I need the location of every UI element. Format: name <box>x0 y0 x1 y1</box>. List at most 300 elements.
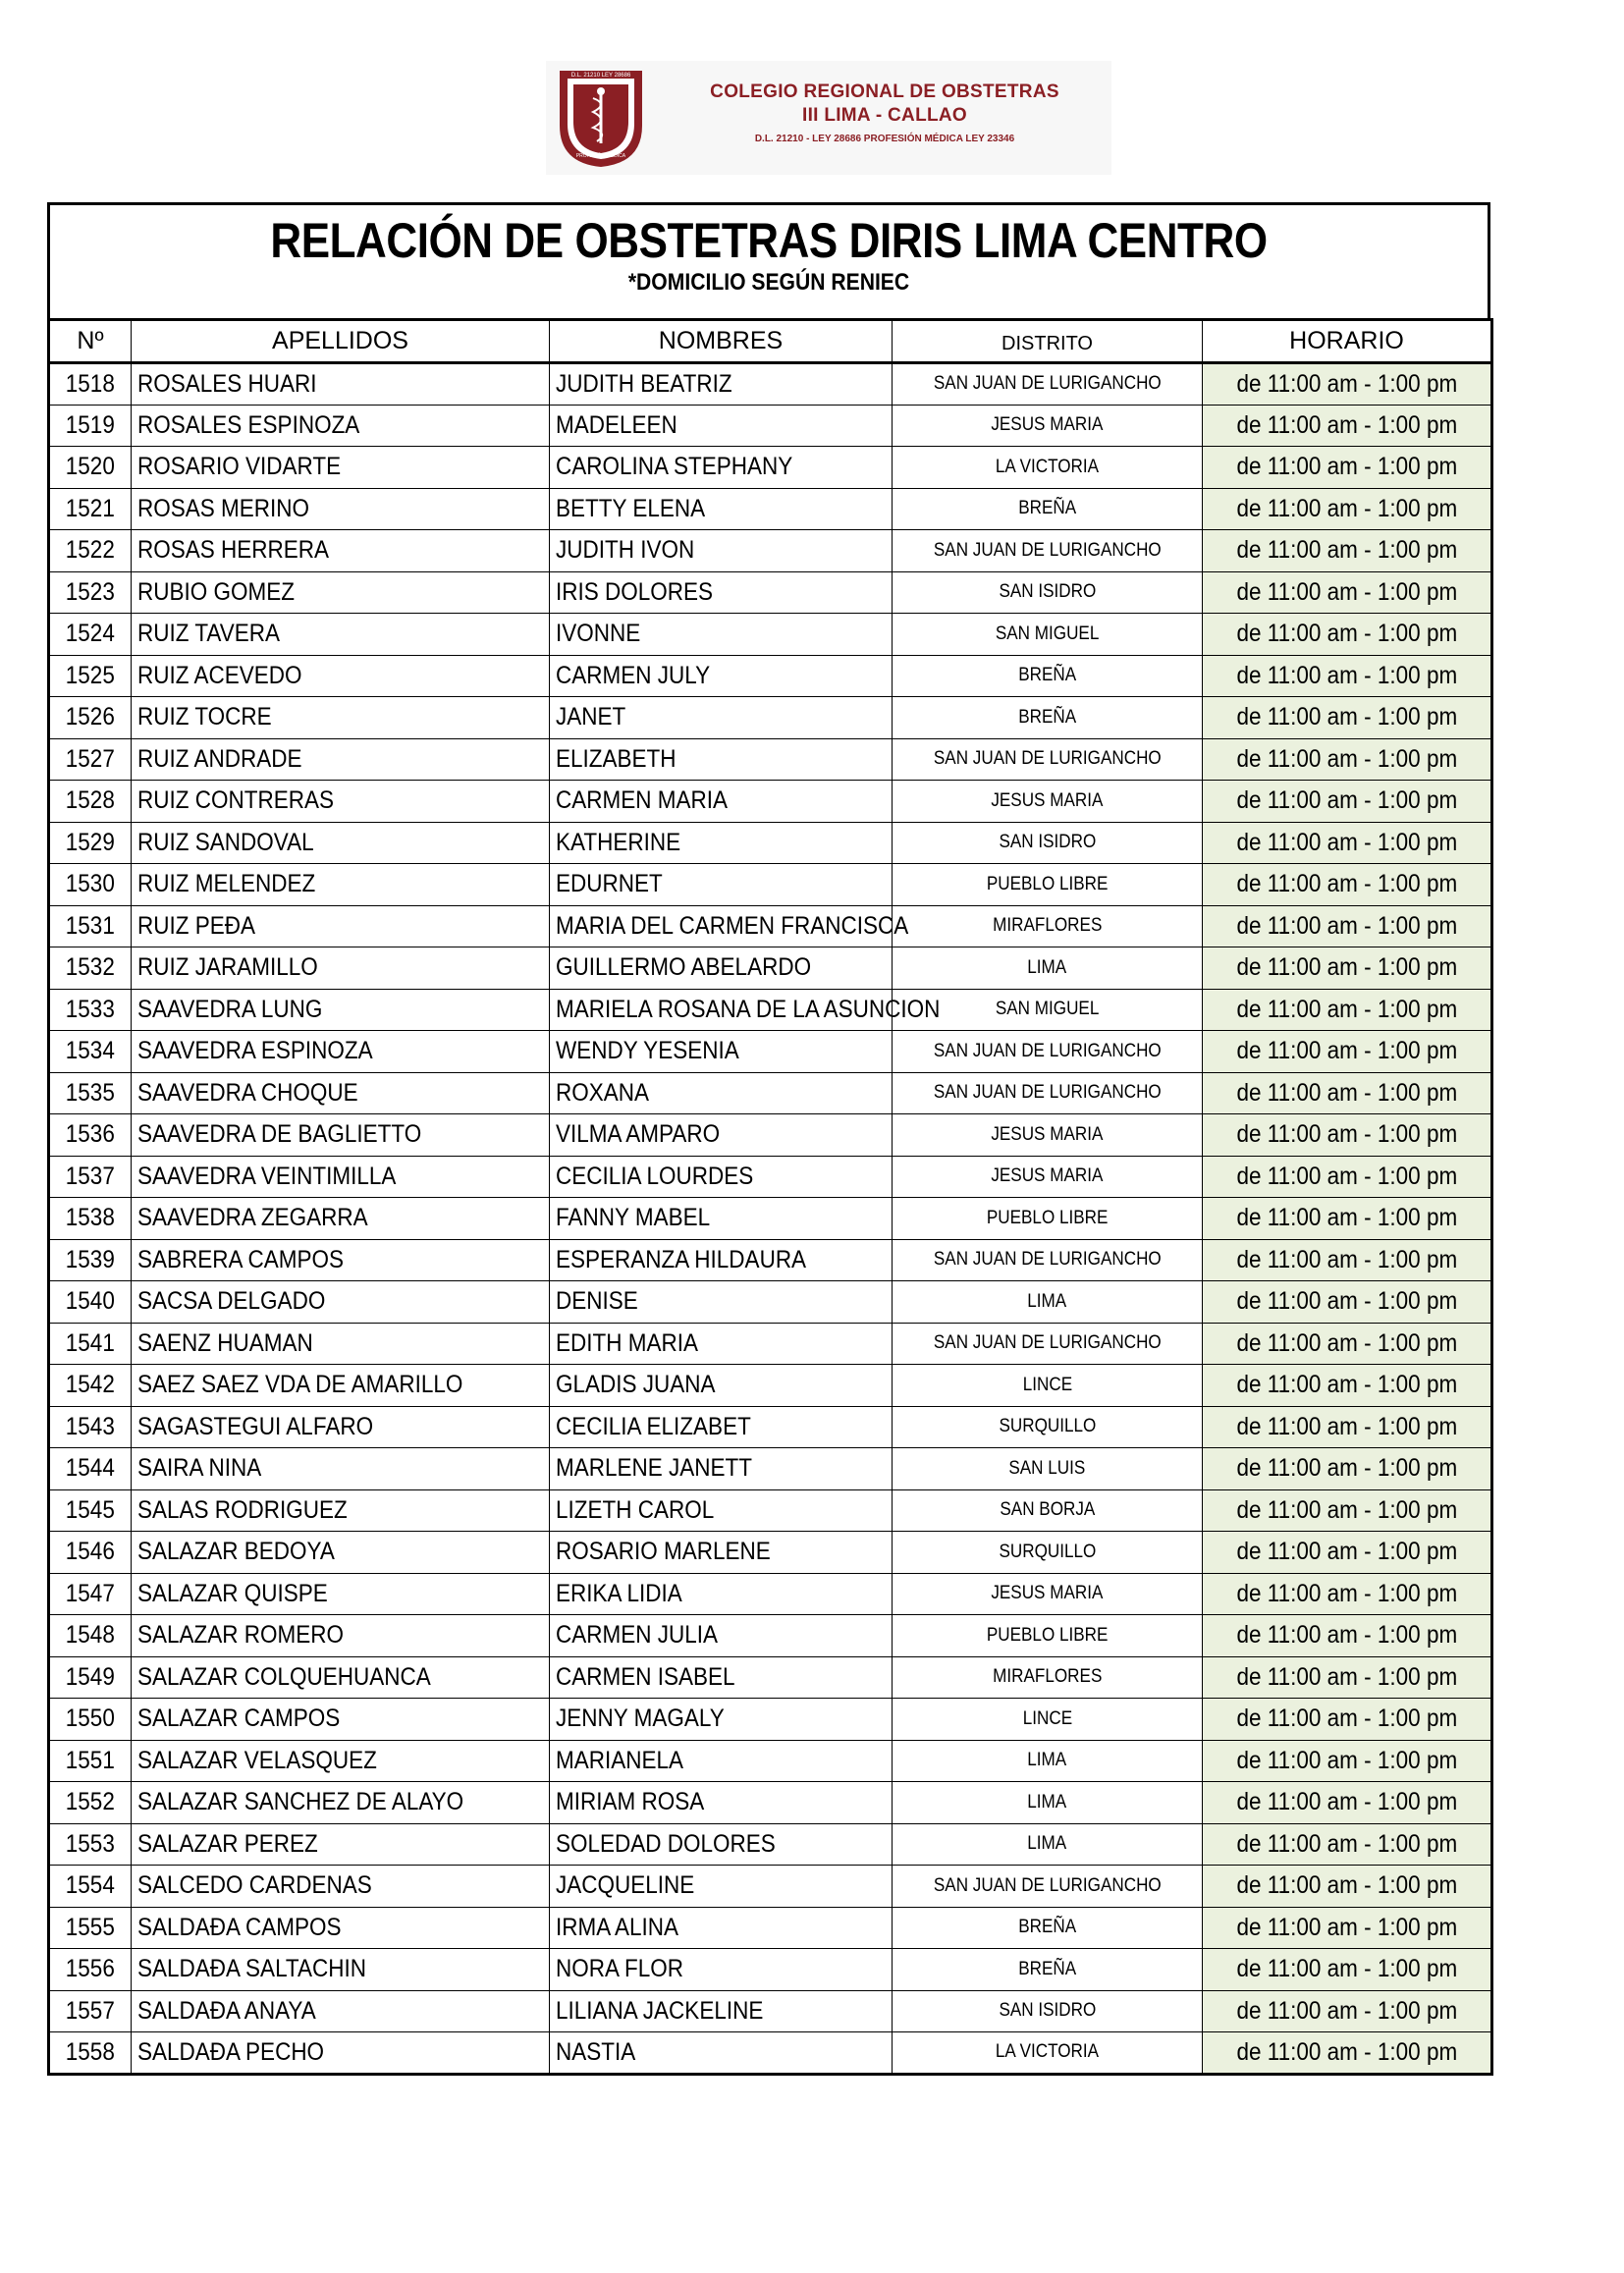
cell-apellidos <box>132 614 550 656</box>
cell-horario <box>1203 989 1492 1031</box>
cell-horario <box>1203 447 1492 489</box>
cell-apellidos <box>132 571 550 614</box>
cell-distrito-text: SAN MIGUEL <box>995 999 1100 1020</box>
cell-distrito <box>893 1365 1203 1407</box>
cell-distrito-text: SAN MIGUEL <box>995 622 1100 644</box>
cell-nombres-text: JUDITH IVON <box>556 536 695 565</box>
cell-distrito-text: SAN ISIDRO <box>999 832 1096 853</box>
cell-num-text: 1555 <box>65 1913 116 1941</box>
cell-num-text: 1544 <box>65 1454 116 1483</box>
cell-horario <box>1203 1949 1492 1991</box>
organization-law-line: D.L. 21210 - LEY 28686 PROFESIÓN MÉDICA LEY 23346 <box>754 134 1015 144</box>
cell-nombres-text: CAROLINA STEPHANY <box>556 453 793 481</box>
cell-apellidos <box>132 1782 550 1824</box>
cell-apellidos-text: SAAVEDRA ESPINOZA <box>137 1037 373 1065</box>
cell-nombres-text: ESPERANZA HILDAURA <box>556 1245 807 1273</box>
cell-nombres <box>550 822 893 864</box>
cell-num-text: 1521 <box>65 494 116 522</box>
cell-apellidos-text: RUIZ TAVERA <box>137 620 281 648</box>
cell-nombres-text: MARLENE JANETT <box>556 1454 753 1483</box>
cell-distrito <box>893 530 1203 572</box>
cell-num <box>49 571 132 614</box>
cell-horario <box>1203 1866 1492 1908</box>
cell-horario <box>1203 738 1492 781</box>
cell-nombres-text: BETTY ELENA <box>556 494 706 522</box>
cell-num <box>49 614 132 656</box>
cell-apellidos <box>132 1072 550 1114</box>
cell-distrito <box>893 1907 1203 1949</box>
cell-apellidos <box>132 1448 550 1490</box>
cell-nombres-text: FANNY MABEL <box>556 1204 711 1232</box>
cell-distrito <box>893 1031 1203 1073</box>
cell-horario-text: de 11:00 am - 1:00 pm <box>1236 1705 1457 1733</box>
cell-horario <box>1203 2032 1492 2075</box>
cell-apellidos-text: SALAZAR SANCHEZ DE ALAYO <box>137 1788 464 1816</box>
cell-apellidos <box>132 2032 550 2075</box>
cell-apellidos-text: SALCEDO CARDENAS <box>137 1871 372 1900</box>
cell-distrito-text: LIMA <box>1027 1750 1067 1771</box>
cell-nombres <box>550 1365 893 1407</box>
table-row <box>49 1949 1492 1991</box>
cell-distrito <box>893 363 1203 406</box>
cell-horario-text: de 11:00 am - 1:00 pm <box>1236 1245 1457 1273</box>
header-num: Nº <box>49 320 132 363</box>
cell-apellidos-text: RUIZ MELENDEZ <box>137 870 316 898</box>
cell-distrito-text: BREÑA <box>1018 1958 1076 1979</box>
cell-horario <box>1203 1198 1492 1240</box>
cell-nombres <box>550 1782 893 1824</box>
table-row <box>49 947 1492 990</box>
cell-apellidos <box>132 363 550 406</box>
cell-nombres <box>550 905 909 947</box>
cell-num <box>49 738 132 781</box>
cell-distrito <box>893 905 1203 947</box>
cell-horario-text: de 11:00 am - 1:00 pm <box>1236 1371 1457 1399</box>
table-row <box>49 1114 1492 1157</box>
cell-apellidos <box>132 947 550 990</box>
cell-nombres <box>550 363 893 406</box>
cell-distrito <box>893 1198 1203 1240</box>
cell-apellidos <box>132 781 550 823</box>
cell-distrito <box>893 1782 1203 1824</box>
cell-horario <box>1203 614 1492 656</box>
cell-num <box>49 1156 132 1198</box>
cell-horario-text: de 11:00 am - 1:00 pm <box>1236 1788 1457 1816</box>
cell-distrito <box>893 697 1203 739</box>
cell-distrito <box>893 405 1203 447</box>
cell-distrito <box>893 1573 1203 1615</box>
header-distrito: DISTRITO <box>893 320 1203 363</box>
table-row <box>49 488 1492 530</box>
svg-text:LEY 23346: LEY 23346 <box>588 160 614 166</box>
cell-nombres <box>550 697 893 739</box>
cell-nombres-text: MARIANELA <box>556 1746 684 1774</box>
table-row <box>49 447 1492 489</box>
obstetras-list-sheet <box>47 202 1490 2076</box>
cell-distrito <box>893 1281 1203 1324</box>
cell-apellidos <box>132 1239 550 1281</box>
cell-apellidos-text: SACSA DELGADO <box>137 1287 326 1316</box>
cell-apellidos-text: SAENZ HUAMAN <box>137 1328 313 1357</box>
cell-apellidos <box>132 405 550 447</box>
cell-num-text: 1541 <box>65 1328 116 1357</box>
cell-apellidos-text: SALDAĐA CAMPOS <box>137 1913 342 1941</box>
table-row <box>49 1198 1492 1240</box>
table-row <box>49 1323 1492 1365</box>
cell-nombres <box>550 1031 893 1073</box>
cell-apellidos <box>132 1198 550 1240</box>
cell-nombres-text: KATHERINE <box>556 828 681 856</box>
cell-distrito <box>893 655 1203 697</box>
cell-distrito <box>893 1866 1203 1908</box>
cell-nombres <box>550 488 893 530</box>
cell-distrito <box>893 1406 1203 1448</box>
cell-nombres <box>550 530 893 572</box>
table-header-row <box>49 320 1492 363</box>
table-row <box>49 1532 1492 1574</box>
cell-apellidos-text: ROSALES ESPINOZA <box>137 410 360 439</box>
cell-nombres-text: JANET <box>556 703 626 731</box>
cell-num <box>49 1949 132 1991</box>
cell-horario-text: de 11:00 am - 1:00 pm <box>1236 995 1457 1023</box>
cell-horario-text: de 11:00 am - 1:00 pm <box>1236 661 1457 689</box>
cell-horario-text: de 11:00 am - 1:00 pm <box>1236 744 1457 773</box>
cell-distrito <box>893 2032 1203 2075</box>
table-row <box>49 1239 1492 1281</box>
table-row <box>49 363 1492 406</box>
cell-distrito <box>893 1949 1203 1991</box>
table-row <box>49 1448 1492 1490</box>
cell-distrito-text: SAN ISIDRO <box>999 581 1096 603</box>
cell-distrito <box>893 822 1203 864</box>
cell-num <box>49 488 132 530</box>
cell-nombres-text: JACQUELINE <box>556 1871 695 1900</box>
cell-apellidos <box>132 697 550 739</box>
cell-apellidos-text: ROSARIO VIDARTE <box>137 453 342 481</box>
cell-apellidos-text: RUIZ TOCRE <box>137 703 272 731</box>
cell-nombres <box>550 1573 893 1615</box>
cell-distrito-text: SAN JUAN DE LURIGANCHO <box>933 1082 1162 1104</box>
cell-horario <box>1203 488 1492 530</box>
cell-nombres-text: CECILIA ELIZABET <box>556 1412 751 1440</box>
cell-distrito-text: BREÑA <box>1018 1917 1076 1938</box>
cell-horario-text: de 11:00 am - 1:00 pm <box>1236 577 1457 606</box>
cell-horario-text: de 11:00 am - 1:00 pm <box>1236 786 1457 815</box>
cell-num <box>49 1907 132 1949</box>
cell-apellidos-text: SALAZAR CAMPOS <box>137 1705 341 1733</box>
cell-horario <box>1203 1365 1492 1407</box>
cell-distrito <box>893 447 1203 489</box>
cell-num <box>49 1699 132 1741</box>
cell-nombres-text: IRMA ALINA <box>556 1913 679 1941</box>
cell-distrito-text: SURQUILLO <box>999 1416 1096 1437</box>
cell-distrito-text: BREÑA <box>1018 665 1076 686</box>
cell-distrito-text: SAN JUAN DE LURIGANCHO <box>933 1332 1162 1354</box>
cell-nombres <box>550 864 893 906</box>
cell-num-text: 1533 <box>65 995 116 1023</box>
cell-apellidos-text: SAAVEDRA LUNG <box>137 995 323 1023</box>
cell-horario <box>1203 1489 1492 1532</box>
cell-horario <box>1203 1532 1492 1574</box>
cell-nombres-text: LIZETH CAROL <box>556 1495 715 1524</box>
cell-apellidos-text: ROSAS MERINO <box>137 494 310 522</box>
cell-nombres <box>550 1740 893 1782</box>
table-row <box>49 697 1492 739</box>
cell-num-text: 1539 <box>65 1245 116 1273</box>
organization-name-line2: III LIMA - CALLAO <box>802 105 967 126</box>
cell-horario <box>1203 1072 1492 1114</box>
cell-apellidos-text: RUIZ SANDOVAL <box>137 828 314 856</box>
cell-num-text: 1532 <box>65 953 116 982</box>
cell-horario <box>1203 1615 1492 1657</box>
cell-horario-text: de 11:00 am - 1:00 pm <box>1236 911 1457 940</box>
cell-distrito-text: PUEBLO LIBRE <box>986 1207 1109 1228</box>
cell-num-text: 1527 <box>65 744 116 773</box>
cell-num-text: 1558 <box>65 2037 116 2066</box>
cell-num-text: 1542 <box>65 1371 116 1399</box>
cell-nombres-text: GLADIS JUANA <box>556 1371 716 1399</box>
cell-distrito-text: SAN JUAN DE LURIGANCHO <box>933 1874 1162 1896</box>
cell-distrito-text: LA VICTORIA <box>995 456 1100 477</box>
cell-nombres <box>550 1532 893 1574</box>
cell-num <box>49 1656 132 1699</box>
cell-nombres-text: CARMEN JULIA <box>556 1621 719 1650</box>
cell-distrito-text: LIMA <box>1027 956 1067 978</box>
cell-num <box>49 1532 132 1574</box>
header-horario: HORARIO <box>1203 320 1492 363</box>
cell-apellidos <box>132 1949 550 1991</box>
cell-horario <box>1203 947 1492 990</box>
cell-horario-text: de 11:00 am - 1:00 pm <box>1236 453 1457 481</box>
cell-apellidos <box>132 905 550 947</box>
cell-apellidos <box>132 1615 550 1657</box>
cell-distrito-text: SAN JUAN DE LURIGANCHO <box>933 373 1162 395</box>
table-row <box>49 655 1492 697</box>
cell-apellidos-text: RUIZ ANDRADE <box>137 744 302 773</box>
cell-distrito-text: JESUS MARIA <box>991 414 1104 436</box>
cell-apellidos-text: ROSALES HUARI <box>137 369 317 398</box>
cell-apellidos-text: SABRERA CAMPOS <box>137 1245 345 1273</box>
cell-nombres <box>550 1281 893 1324</box>
cell-horario-text: de 11:00 am - 1:00 pm <box>1236 1871 1457 1900</box>
cell-num-text: 1543 <box>65 1412 116 1440</box>
cell-horario-text: de 11:00 am - 1:00 pm <box>1236 1621 1457 1650</box>
cell-nombres-text: SOLEDAD DOLORES <box>556 1829 776 1858</box>
cell-num <box>49 905 132 947</box>
table-row <box>49 405 1492 447</box>
table-row <box>49 1699 1492 1741</box>
cell-num-text: 1540 <box>65 1287 116 1316</box>
cell-distrito <box>893 1489 1203 1532</box>
cell-nombres <box>550 947 893 990</box>
cell-horario-text: de 11:00 am - 1:00 pm <box>1236 536 1457 565</box>
cell-apellidos <box>132 1907 550 1949</box>
cell-num <box>49 1740 132 1782</box>
cell-horario-text: de 11:00 am - 1:00 pm <box>1236 1412 1457 1440</box>
cell-nombres-text: CECILIA LOURDES <box>556 1162 754 1190</box>
cell-apellidos-text: SALAZAR QUISPE <box>137 1579 328 1607</box>
cell-nombres-text: JUDITH BEATRIZ <box>556 369 732 398</box>
cell-horario <box>1203 1239 1492 1281</box>
cell-horario-text: de 11:00 am - 1:00 pm <box>1236 870 1457 898</box>
cell-apellidos <box>132 989 550 1031</box>
table-row <box>49 864 1492 906</box>
cell-horario-text: de 11:00 am - 1:00 pm <box>1236 1829 1457 1858</box>
cell-num-text: 1518 <box>65 369 116 398</box>
cell-num <box>49 864 132 906</box>
cell-nombres <box>550 447 893 489</box>
cell-apellidos <box>132 864 550 906</box>
table-row <box>49 1406 1492 1448</box>
cell-num-text: 1531 <box>65 911 116 940</box>
cell-distrito <box>893 864 1203 906</box>
organization-name-line1: COLEGIO REGIONAL DE OBSTETRAS <box>710 81 1059 102</box>
cell-apellidos <box>132 1656 550 1699</box>
cell-num-text: 1520 <box>65 453 116 481</box>
cell-horario <box>1203 1406 1492 1448</box>
cell-num <box>49 1573 132 1615</box>
cell-num-text: 1553 <box>65 1829 116 1858</box>
table-title-block <box>47 202 1490 318</box>
cell-distrito-text: PUEBLO LIBRE <box>986 1624 1109 1646</box>
cell-horario-text: de 11:00 am - 1:00 pm <box>1236 1328 1457 1357</box>
cell-num <box>49 697 132 739</box>
cell-num-text: 1550 <box>65 1705 116 1733</box>
cell-nombres <box>550 738 893 781</box>
cell-distrito <box>893 1323 1203 1365</box>
cell-horario-text: de 11:00 am - 1:00 pm <box>1236 1037 1457 1065</box>
cell-num <box>49 530 132 572</box>
cell-nombres-text: IVONNE <box>556 620 641 648</box>
cell-horario-text: de 11:00 am - 1:00 pm <box>1236 1495 1457 1524</box>
cell-num-text: 1537 <box>65 1162 116 1190</box>
cell-nombres-text: CARMEN MARIA <box>556 786 729 815</box>
cell-num-text: 1538 <box>65 1204 116 1232</box>
cell-horario <box>1203 1573 1492 1615</box>
table-row <box>49 2032 1492 2075</box>
cell-distrito <box>893 1615 1203 1657</box>
cell-num-text: 1529 <box>65 828 116 856</box>
cell-nombres <box>550 781 893 823</box>
cell-nombres <box>550 989 941 1031</box>
cell-apellidos <box>132 655 550 697</box>
cell-num-text: 1525 <box>65 661 116 689</box>
table-row <box>49 530 1492 572</box>
cell-nombres <box>550 1072 893 1114</box>
cell-distrito-text: JESUS MARIA <box>991 789 1104 811</box>
cell-horario-text: de 11:00 am - 1:00 pm <box>1236 1162 1457 1190</box>
cell-horario-text: de 11:00 am - 1:00 pm <box>1236 703 1457 731</box>
table-row <box>49 1907 1492 1949</box>
cell-distrito <box>893 1699 1203 1741</box>
cell-apellidos <box>132 1489 550 1532</box>
cell-num <box>49 655 132 697</box>
cell-distrito <box>893 614 1203 656</box>
cell-horario-text: de 11:00 am - 1:00 pm <box>1236 1287 1457 1316</box>
cell-distrito <box>893 1532 1203 1574</box>
cell-horario <box>1203 697 1492 739</box>
cell-num <box>49 363 132 406</box>
cell-distrito-text: MIRAFLORES <box>992 1666 1103 1688</box>
table-row <box>49 1573 1492 1615</box>
cell-num-text: 1548 <box>65 1621 116 1650</box>
cell-horario <box>1203 1823 1492 1866</box>
cell-nombres <box>550 1239 893 1281</box>
cell-apellidos <box>132 1699 550 1741</box>
cell-nombres <box>550 2032 893 2075</box>
cell-horario <box>1203 1281 1492 1324</box>
cell-horario-text: de 11:00 am - 1:00 pm <box>1236 1746 1457 1774</box>
cell-horario-text: de 11:00 am - 1:00 pm <box>1236 1120 1457 1149</box>
cell-nombres <box>550 1990 893 2032</box>
cell-horario <box>1203 1156 1492 1198</box>
table-row <box>49 1990 1492 2032</box>
cell-distrito <box>893 1072 1203 1114</box>
cell-apellidos-text: SALDAĐA SALTACHIN <box>137 1955 366 1983</box>
cell-apellidos-text: SAGASTEGUI ALFARO <box>137 1412 374 1440</box>
table-row <box>49 1281 1492 1324</box>
cell-nombres <box>550 1114 893 1157</box>
table-row <box>49 1072 1492 1114</box>
cell-horario-text: de 11:00 am - 1:00 pm <box>1236 1078 1457 1107</box>
table-row <box>49 1782 1492 1824</box>
cell-nombres <box>550 1323 893 1365</box>
cell-num <box>49 1615 132 1657</box>
cell-horario <box>1203 1699 1492 1741</box>
cell-apellidos-text: ROSAS HERRERA <box>137 536 330 565</box>
cell-num-text: 1547 <box>65 1579 116 1607</box>
cell-horario-text: de 11:00 am - 1:00 pm <box>1236 1538 1457 1566</box>
cell-num-text: 1523 <box>65 577 116 606</box>
cell-nombres-text: IRIS DOLORES <box>556 577 714 606</box>
cell-distrito-text: JESUS MARIA <box>991 1165 1104 1187</box>
cell-distrito <box>893 1156 1203 1198</box>
cell-num <box>49 1823 132 1866</box>
cell-num <box>49 1031 132 1073</box>
cell-nombres <box>550 1615 893 1657</box>
cell-distrito-text: LIMA <box>1027 1290 1067 1312</box>
table-row <box>49 1740 1492 1782</box>
cell-num-text: 1528 <box>65 786 116 815</box>
cell-apellidos <box>132 530 550 572</box>
cell-distrito <box>893 781 1203 823</box>
cell-horario <box>1203 905 1492 947</box>
cell-apellidos-text: SALAZAR ROMERO <box>137 1621 345 1650</box>
cell-num <box>49 1281 132 1324</box>
cell-horario-text: de 11:00 am - 1:00 pm <box>1236 369 1457 398</box>
cell-num <box>49 1406 132 1448</box>
cell-apellidos-text: RUIZ CONTRERAS <box>137 786 335 815</box>
cell-horario <box>1203 655 1492 697</box>
cell-nombres <box>550 1907 893 1949</box>
cell-nombres <box>550 1656 893 1699</box>
cell-num <box>49 1072 132 1114</box>
organization-name <box>662 81 1108 128</box>
cell-distrito-text: SAN ISIDRO <box>999 2000 1096 2022</box>
obstetras-seal-icon <box>554 65 648 171</box>
cell-horario <box>1203 1740 1492 1782</box>
cell-num <box>49 1782 132 1824</box>
obstetras-table <box>47 318 1493 2076</box>
cell-distrito-text: LIMA <box>1027 1791 1067 1813</box>
cell-nombres-text: MARIELA ROSANA DE LA ASUNCION <box>556 995 941 1023</box>
table-row <box>49 571 1492 614</box>
cell-distrito <box>893 947 1203 990</box>
header-apellidos: APELLIDOS <box>132 320 550 363</box>
cell-horario-text: de 11:00 am - 1:00 pm <box>1236 1204 1457 1232</box>
cell-nombres <box>550 1699 893 1741</box>
cell-distrito <box>893 571 1203 614</box>
